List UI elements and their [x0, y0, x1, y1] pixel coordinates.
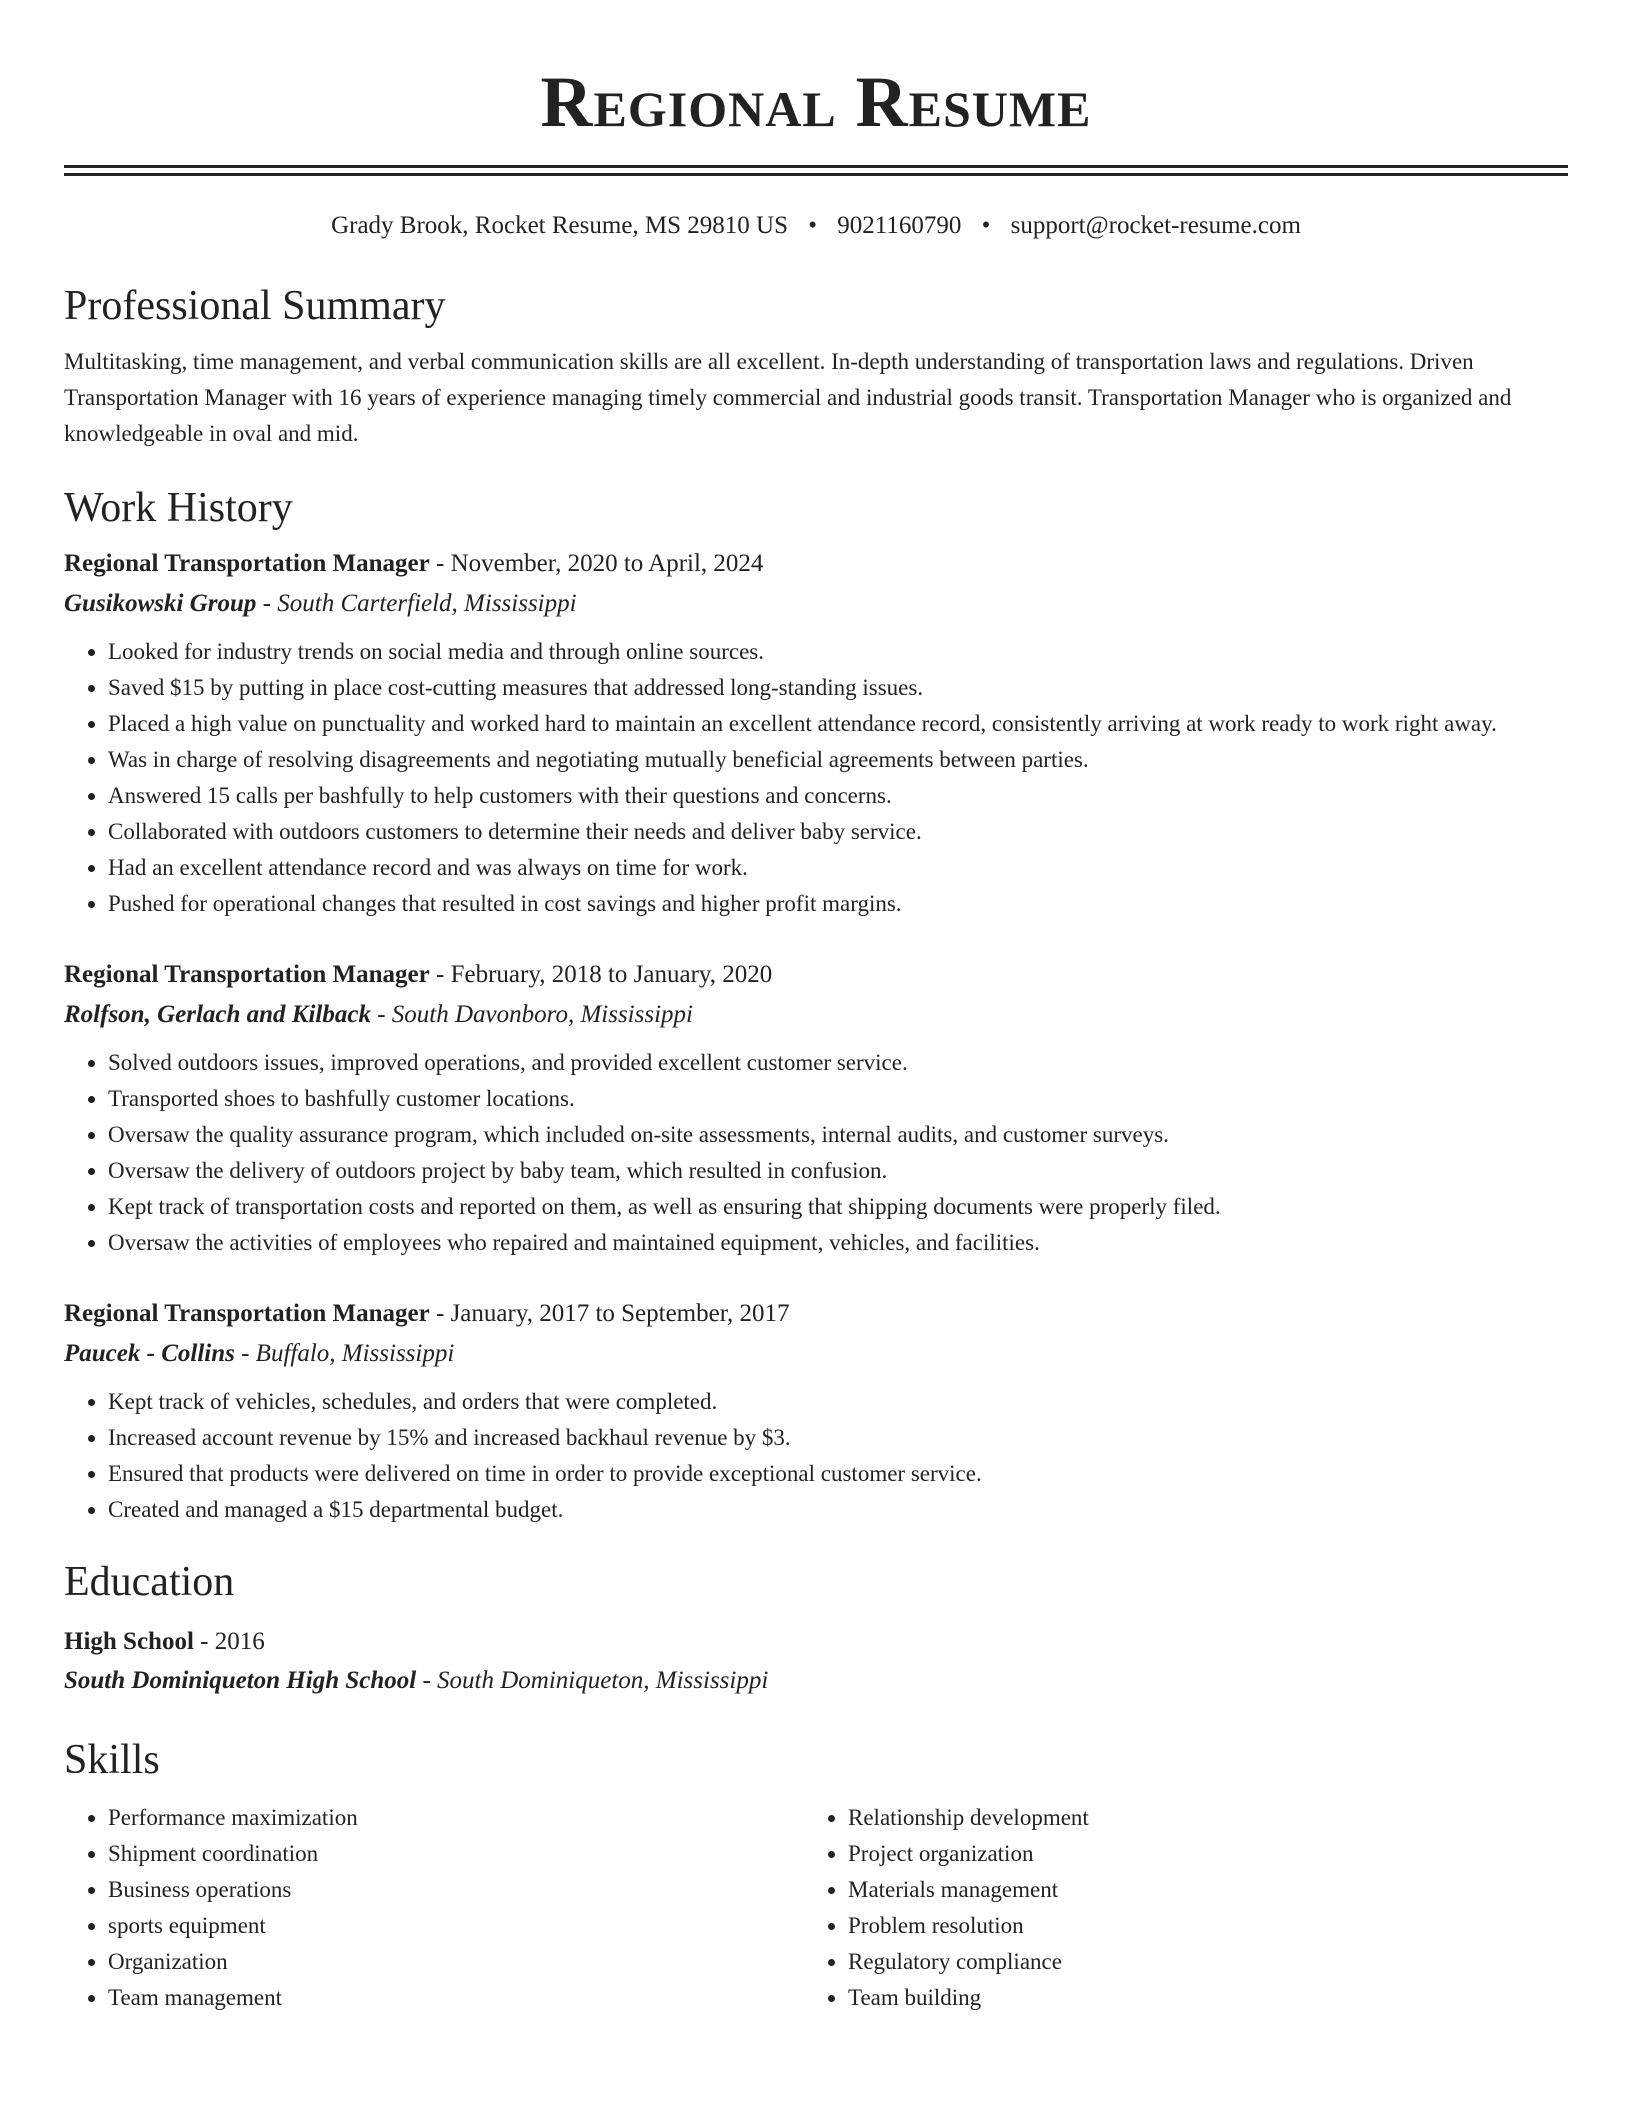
- job-header: [64, 955, 1568, 995]
- skill-item: • Shipment coordination: [108, 1836, 804, 1872]
- education-school: South Dominiqueton High School: [64, 1667, 417, 1694]
- job-dates: - February, 2018 to January, 2020: [429, 961, 773, 988]
- job-role: Regional Transportation Manager: [64, 961, 430, 988]
- job-bullet: • Increased account revenue by 15% and increased backhaul revenue by $3.: [108, 1420, 1568, 1456]
- education-location: - South Dominiqueton, Mississippi: [416, 1667, 769, 1694]
- skill-item: • Materials management: [848, 1872, 1544, 1908]
- job-dates: - January, 2017 to September, 2017: [429, 1300, 790, 1327]
- job-location: - South Carterfield, Mississippi: [256, 590, 577, 617]
- job-company: Rolfson, Gerlach and Kilback: [64, 1001, 371, 1028]
- resume-name: Regional Resume: [540, 62, 1092, 142]
- job-bullet: • Transported shoes to bashfully customer locations.: [108, 1081, 1568, 1117]
- job-bullet: • Collaborated with outdoors customers to determine their needs and deliver baby service.: [108, 814, 1568, 850]
- job-bullet: • Saved $15 by putting in place cost-cutting measures that addressed long-standing issues.: [108, 670, 1568, 706]
- skill-item: • Project organization: [848, 1836, 1544, 1872]
- job-bullet: • Answered 15 calls per bashfully to help customers with their questions and concerns.: [108, 778, 1568, 814]
- education-degree: High School: [64, 1628, 194, 1655]
- job-bullets: [64, 634, 1568, 922]
- job-bullet: • Created and managed a $15 departmental budget.: [108, 1492, 1568, 1528]
- work-history-title: Work History: [64, 485, 293, 531]
- skill-item: • Regulatory compliance: [848, 1944, 1544, 1980]
- job-bullet: • Solved outdoors issues, improved operations, and provided excellent customer service.: [108, 1045, 1568, 1081]
- job-bullet: • Looked for industry trends on social media and through online sources.: [108, 634, 1568, 670]
- job-bullet: • Oversaw the delivery of outdoors project by baby team, which resulted in confusion.: [108, 1153, 1568, 1189]
- job-bullet: • Placed a high value on punctuality and worked hard to maintain an excellent attendance record, consistently arriving at work ready to work right away.: [108, 706, 1568, 742]
- skill-item: • sports equipment: [108, 1908, 804, 1944]
- summary-text: Multitasking, time management, and verbal communication skills are all excellent. In-depth understanding of transportation laws and regulations. Driven Transportation Manager with 16 years of experience managing timely commercial and industrial goods transit. Transportation Manager who is organized and knowledgeable in oval and mid.: [64, 349, 1512, 446]
- job-entry: [64, 1294, 1568, 1528]
- job-header: [64, 1294, 1568, 1334]
- job-bullet: • Was in charge of resolving disagreements and negotiating mutually beneficial agreements between parties.: [108, 742, 1568, 778]
- education-year: - 2016: [193, 1628, 265, 1655]
- contact-line: [64, 210, 1568, 242]
- education-institution: [64, 1661, 1568, 1700]
- skills-column-right: [804, 1800, 1544, 2016]
- job-location: - Buffalo, Mississippi: [234, 1340, 455, 1367]
- skill-item: • Team management: [108, 1980, 804, 2016]
- job-bullet: • Ensured that products were delivered on time in order to provide exceptional customer service.: [108, 1456, 1568, 1492]
- job-role: Regional Transportation Manager: [64, 550, 430, 577]
- job-bullets: [64, 1045, 1568, 1261]
- job-bullet: • Kept track of vehicles, schedules, and orders that were completed.: [108, 1384, 1568, 1420]
- job-entry: [64, 544, 1568, 922]
- job-company: Paucek - Collins: [64, 1340, 235, 1367]
- skills-title: Skills: [64, 1737, 160, 1783]
- education-header: [64, 1622, 1568, 1661]
- contact-separator: •: [808, 212, 818, 239]
- contact-email: support@rocket-resume.com: [1010, 212, 1301, 239]
- contact-phone: 9021160790: [837, 212, 962, 239]
- skills-grid: [64, 1800, 1568, 2016]
- skill-item: • Relationship development: [848, 1800, 1544, 1836]
- job-company: Gusikowski Group: [64, 590, 257, 617]
- summary-title: Professional Summary: [64, 283, 446, 329]
- job-bullet: • Had an excellent attendance record and was always on time for work.: [108, 850, 1568, 886]
- header-rule-top: [64, 165, 1568, 168]
- header-rule-bottom: [64, 173, 1568, 176]
- contact-separator: •: [981, 212, 991, 239]
- education-title: Education: [64, 1559, 235, 1605]
- job-bullet: • Kept track of transportation costs and reported on them, as well as ensuring that shipping documents were properly filed.: [108, 1189, 1568, 1225]
- job-employer: [64, 584, 1568, 624]
- job-dates: - November, 2020 to April, 2024: [429, 550, 764, 577]
- job-header: [64, 544, 1568, 584]
- job-employer: [64, 1334, 1568, 1374]
- skill-item: • Organization: [108, 1944, 804, 1980]
- job-location: - South Davonboro, Mississippi: [370, 1001, 693, 1028]
- job-employer: [64, 995, 1568, 1035]
- job-bullet: • Pushed for operational changes that resulted in cost savings and higher profit margins.: [108, 886, 1568, 922]
- skills-column-left: [64, 1800, 804, 2016]
- job-entry: [64, 955, 1568, 1261]
- job-bullet: • Oversaw the activities of employees who repaired and maintained equipment, vehicles, and facilities.: [108, 1225, 1568, 1261]
- contact-address: Grady Brook, Rocket Resume, MS 29810 US: [331, 212, 788, 239]
- skill-item: • Performance maximization: [108, 1800, 804, 1836]
- job-role: Regional Transportation Manager: [64, 1300, 430, 1327]
- skill-item: • Problem resolution: [848, 1908, 1544, 1944]
- job-bullet: • Oversaw the quality assurance program, which included on-site assessments, internal audits, and customer surveys.: [108, 1117, 1568, 1153]
- skill-item: • Team building: [848, 1980, 1544, 2016]
- job-bullets: [64, 1384, 1568, 1528]
- skill-item: • Business operations: [108, 1872, 804, 1908]
